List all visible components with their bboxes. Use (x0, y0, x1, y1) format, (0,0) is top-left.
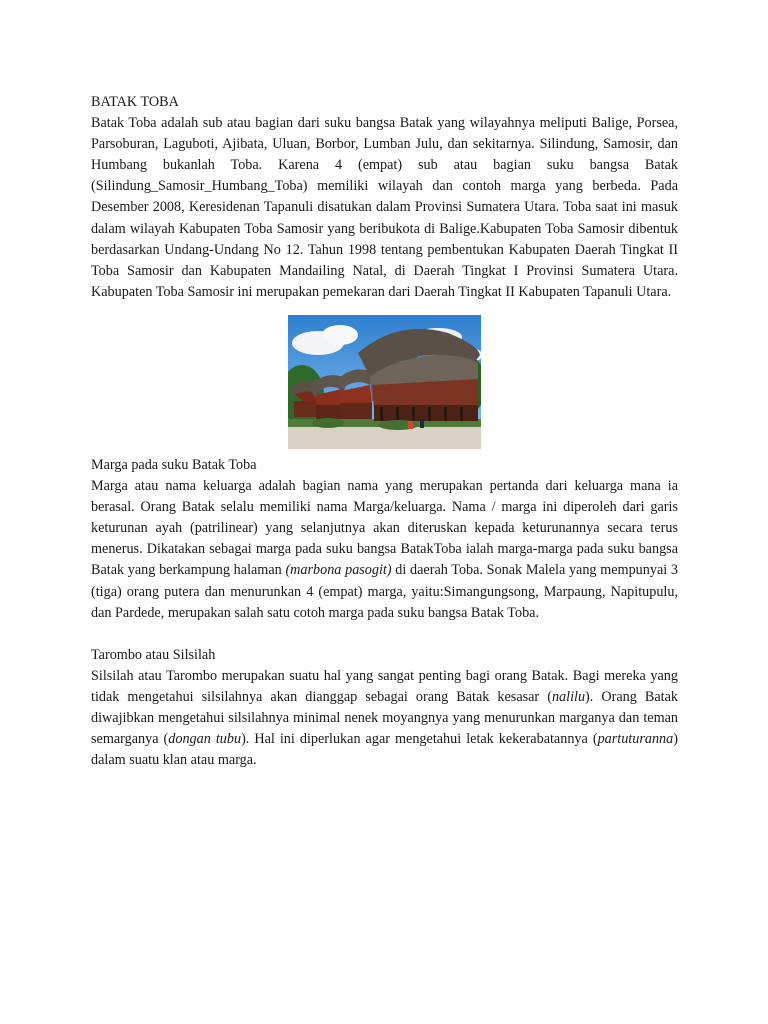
tarombo-italic-dongan-tubu: dongan tubu (168, 731, 242, 748)
tarombo-italic-partuturanna: partuturanna (597, 731, 674, 748)
paragraph-batak-toba: Batak Toba adalah sub atau bagian dari suku bangsa Batak yang wilayahnya meliputi Balige, Porsea, Parsoburan, Laguboti, Ajibata, Uluan, Borbor, Lumban Julu, dan sekitarnya. Silindung, Samosir, dan Humbang bukanlah Toba. Karena 4 (empat) sub atau bagian suku bangsa Batak (Silindung_Samosir_Humbang_Toba) memiliki wilayah dan contoh marga yang berbeda. Pada Desember 2008, Keresidenan Tapanuli disatukan dalam Provinsi Sumatera Utara. Toba saat ini masuk dalam wilayah Kabupaten Toba Samosir yang beribukota di Balige.Kabupaten Toba Samosir dibentuk berdasarkan Undang-Undang No 12. Tahun 1998 tentang pembentukan Kabupaten Daerah Tingkat II Toba Samosir dan Kabupaten Mandailing Natal, di Daerah Tingkat I Provinsi Sumatera Utara. Kabupaten Toba Samosir ini merupakan pemekaran dari Daerah Tingkat II Kabupaten Tapanuli Utara. (91, 115, 678, 300)
section-title-batak-toba: BATAK TOBA (91, 94, 179, 110)
section-title-marga: Marga pada suku Batak Toba (91, 456, 257, 473)
paragraph-marga (91, 476, 678, 624)
batak-house-photo (288, 315, 481, 449)
tarombo-text-part-3: ). Hal ini diperlukan agar mengetahui letak kekerabatannya ( (241, 731, 598, 748)
document-body (91, 92, 678, 771)
paragraph-tarombo (91, 666, 678, 771)
tarombo-text-part-1: Silsilah atau Tarombo merupakan suatu hal yang sangat penting bagi orang Batak. Bagi mereka yang tidak mengetahui silsilahnya akan dianggap sebagai orang Batak kesasar ( (91, 667, 678, 705)
tarombo-italic-nalilu: nalilu (551, 688, 586, 705)
marga-text-part-1: Marga atau nama keluarga adalah bagian nama yang merupakan pertanda dari keluarga mana ia berasal. Orang Batak selalu memiliki nama Marga/keluarga. Nama / marga ini diperoleh dari garis keturunan ayah (patrilinear) yang selanjutnya akan diteruskan kepada keturunannya secara terus menerus. Dikatakan sebagai marga pada suku bangsa BatakToba ialah marga-marga pada suku bangsa Batak yang berkampung halaman (91, 478, 678, 579)
batak-house-illustration (288, 315, 481, 449)
section-title-tarombo: Tarombo atau Silsilah (91, 646, 216, 663)
tarombo-text-part-4: ) dalam suatu klan atau marga. (91, 731, 678, 769)
marga-text-part-2: di daerah Toba. Sonak Malela yang mempunyai 3 (tiga) orang putera dan menurunkan 4 (empat) marga, yaitu:Simangungsong, Marpaung, Napitupulu, dan Pardede, merupakan salah satu cotoh marga pada suku bangsa Batak Toba. (91, 562, 678, 621)
tarombo-text-part-2: ). Orang Batak diwajibkan mengetahui silsilahnya minimal nenek moyangnya yang menurunkan marganya dan teman semarganya ( (91, 688, 678, 748)
marga-italic-term: (marbona pasogit) (285, 562, 392, 579)
